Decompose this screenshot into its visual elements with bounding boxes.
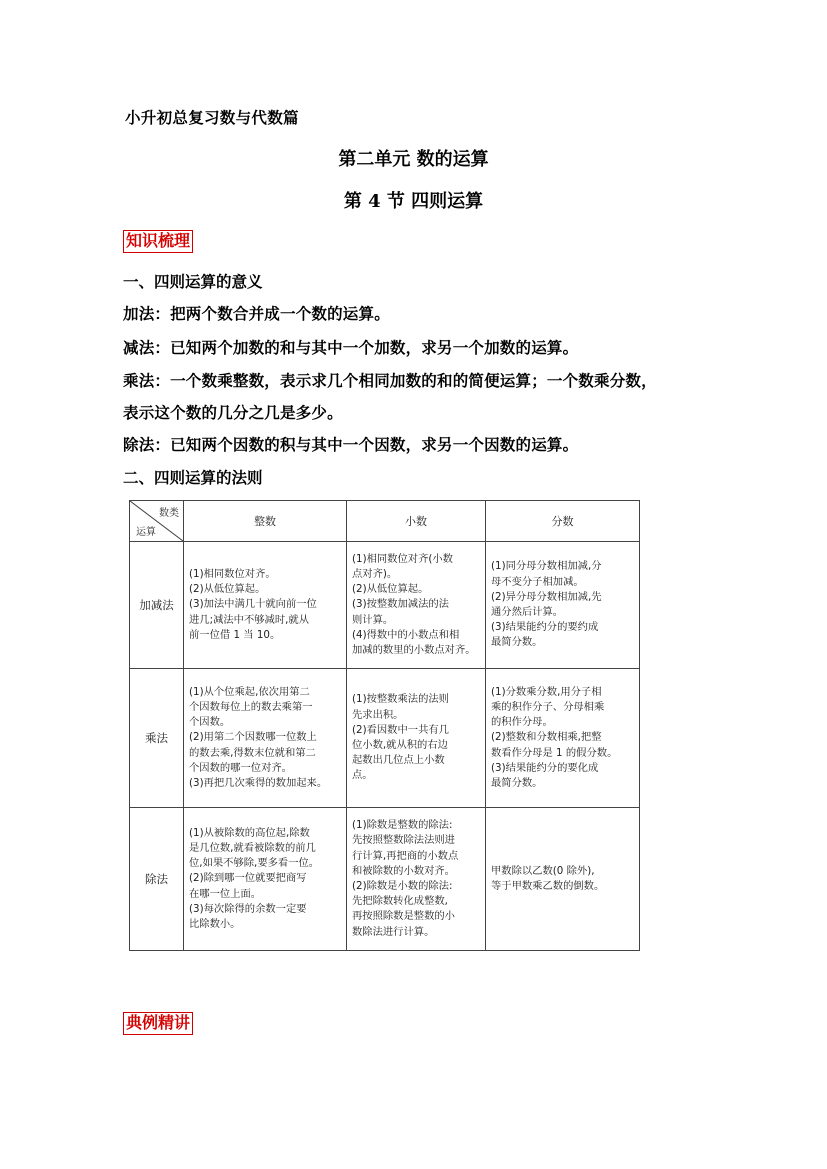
cell-line: 先把除数转化成整数, [352,895,448,908]
cell-line: (2)用第二个因数哪一位数上 [189,731,317,744]
cell-line: 的数去乘,得数末位就和第二 [189,746,316,759]
cell-line: (1)按整数乘法的法则 [352,693,449,706]
cell-line: (3)每次除得的余数一定要 [189,902,307,915]
cell-decimal [347,542,486,669]
table-row-add-subtract [130,542,640,669]
cell-line: 前一位借 1 当 10。 [189,628,281,641]
rules-table-container [129,500,639,947]
cell-line: 通分然后计算。 [491,606,564,618]
cell-line: (2)从低位算起。 [352,583,429,596]
cell-line: 在哪一位上面。 [189,887,262,900]
cell-fraction [486,808,640,951]
unit-title [0,145,827,171]
column-header-decimal: 小数 [347,501,486,542]
cell-line: 甲数除以乙数(0 除外), [491,864,595,877]
series-title: 小升初总复习数与代数篇 [125,108,299,127]
cell-line: (3)再把几次乘得的数加起来。 [189,777,328,789]
cell-line: 点。 [352,769,373,782]
cell-line: (3)结果能约分的要约成 [491,621,599,634]
cell-integer [184,808,347,951]
cell-line: 比除数小。 [189,918,241,930]
cell-line: (2)整数和分数相乘,把整 [491,731,602,744]
cell-line: 点对齐)。 [352,567,398,580]
definition-addition: 加法：把两个数合并成一个数的运算。 [123,304,390,323]
cell-line: 是几位数,就看被除数的前几 [189,841,316,854]
examples-tag: 典例精讲 [123,1012,193,1035]
knowledge-tag: 知识梳理 [123,230,193,253]
cell-line: 个因数。 [189,716,231,729]
definition-subtraction: 减法：已知两个加数的和与其中一个加数，求另一个加数的运算。 [123,338,579,357]
cell-line: 乘的积作分子、分母相乘 [491,700,605,713]
column-header-fraction: 分数 [486,501,640,542]
cell-line: 位小数,就从积的右边 [352,739,448,751]
corner-top-label: 数类 [159,508,179,519]
cell-line: (2)从低位算起。 [189,583,266,596]
part2-heading: 二、四则运算的法则 [123,468,263,487]
cell-line: (1)相同数位对齐。 [189,567,276,580]
definition-multiplication: 乘法：一个数乘整数，表示求几个相同加数的和的简便运算；一个数乘分数， [123,371,657,390]
cell-line: 个因数每位上的数去乘第一 [189,700,313,713]
definition-multiplication-cont: 表示这个数的几分之几是多少。 [123,403,343,422]
cell-decimal [347,808,486,951]
table-row-multiply [130,669,640,808]
cell-line: 等于甲数乘乙数的倒数。 [491,880,605,892]
corner-bottom-label: 运算 [136,527,156,538]
cell-line: 位,如果不够除,要多看一位。 [189,857,320,870]
section-title: 第 4 节 四则运算 [343,191,484,212]
cell-line: (3)加法中满几十就向前一位 [189,598,317,611]
rules-table [129,500,640,951]
cell-line: 数除法进行计算。 [352,925,435,938]
cell-line: 的积作分母。 [491,716,553,729]
cell-line: 数看作分母是 1 的假分数。 [491,746,618,759]
cell-line: (1)同分母分数相加减,分 [491,560,602,573]
cell-line: 则计算。 [352,613,394,626]
table-row-divide [130,808,640,951]
cell-line: 进几;减法中不够减时,就从 [189,613,310,626]
row-label: 加减法 [130,542,184,669]
row-label: 乘法 [130,669,184,808]
cell-line: (1)分数乘分数,用分子相 [491,685,602,698]
corner-cell [130,501,184,542]
cell-fraction [486,542,640,669]
cell-line: 先按照整数除法法则进 [352,834,455,847]
cell-line: (1)从被除数的高位起,除数 [189,826,310,839]
cell-integer [184,542,347,669]
cell-line: (2)看因数中一共有几 [352,723,449,736]
cell-line: (3)结果能约分的要化成 [491,761,599,774]
cell-line: 再按照除数是整数的小 [352,910,455,923]
table-header-row [130,501,640,542]
cell-line: 行计算,再把商的小数点 [352,849,459,862]
cell-line: (2)除到哪一位就要把商写 [189,872,307,885]
cell-line: 起数出几位点上小数 [352,754,445,767]
cell-line: (1)除数是整数的除法: [352,819,453,832]
cell-line: 加减的数里的小数点对齐。 [352,644,476,656]
definition-division: 除法：已知两个因数的积与其中一个因数，求另一个因数的运算。 [123,435,579,454]
row-label: 除法 [130,808,184,951]
cell-integer [184,669,347,808]
cell-line: (4)得数中的小数点和相 [352,628,460,641]
cell-decimal [347,669,486,808]
cell-line: (2)异分母分数相加减,先 [491,590,602,603]
unit-title-text: 第二单元 数的运算 [338,149,489,170]
cell-line: 和被除数的小数对齐。 [352,864,455,877]
cell-line: 先求出积。 [352,708,404,721]
cell-line: (1)相同数位对齐(小数 [352,552,453,565]
cell-line: 母不变分子相加减。 [491,575,584,588]
column-header-integer: 整数 [184,501,347,542]
cell-line: (2)除数是小数的除法: [352,880,453,892]
cell-line: 个因数的哪一位对齐。 [189,761,292,774]
cell-line: (3)按整数加减法的法 [352,598,449,611]
cell-line: (1)从个位乘起,依次用第二 [189,685,310,698]
cell-line: 最简分数。 [491,636,543,649]
part1-heading: 一、四则运算的意义 [123,272,263,291]
cell-line: 最简分数。 [491,777,543,789]
cell-fraction [486,669,640,808]
